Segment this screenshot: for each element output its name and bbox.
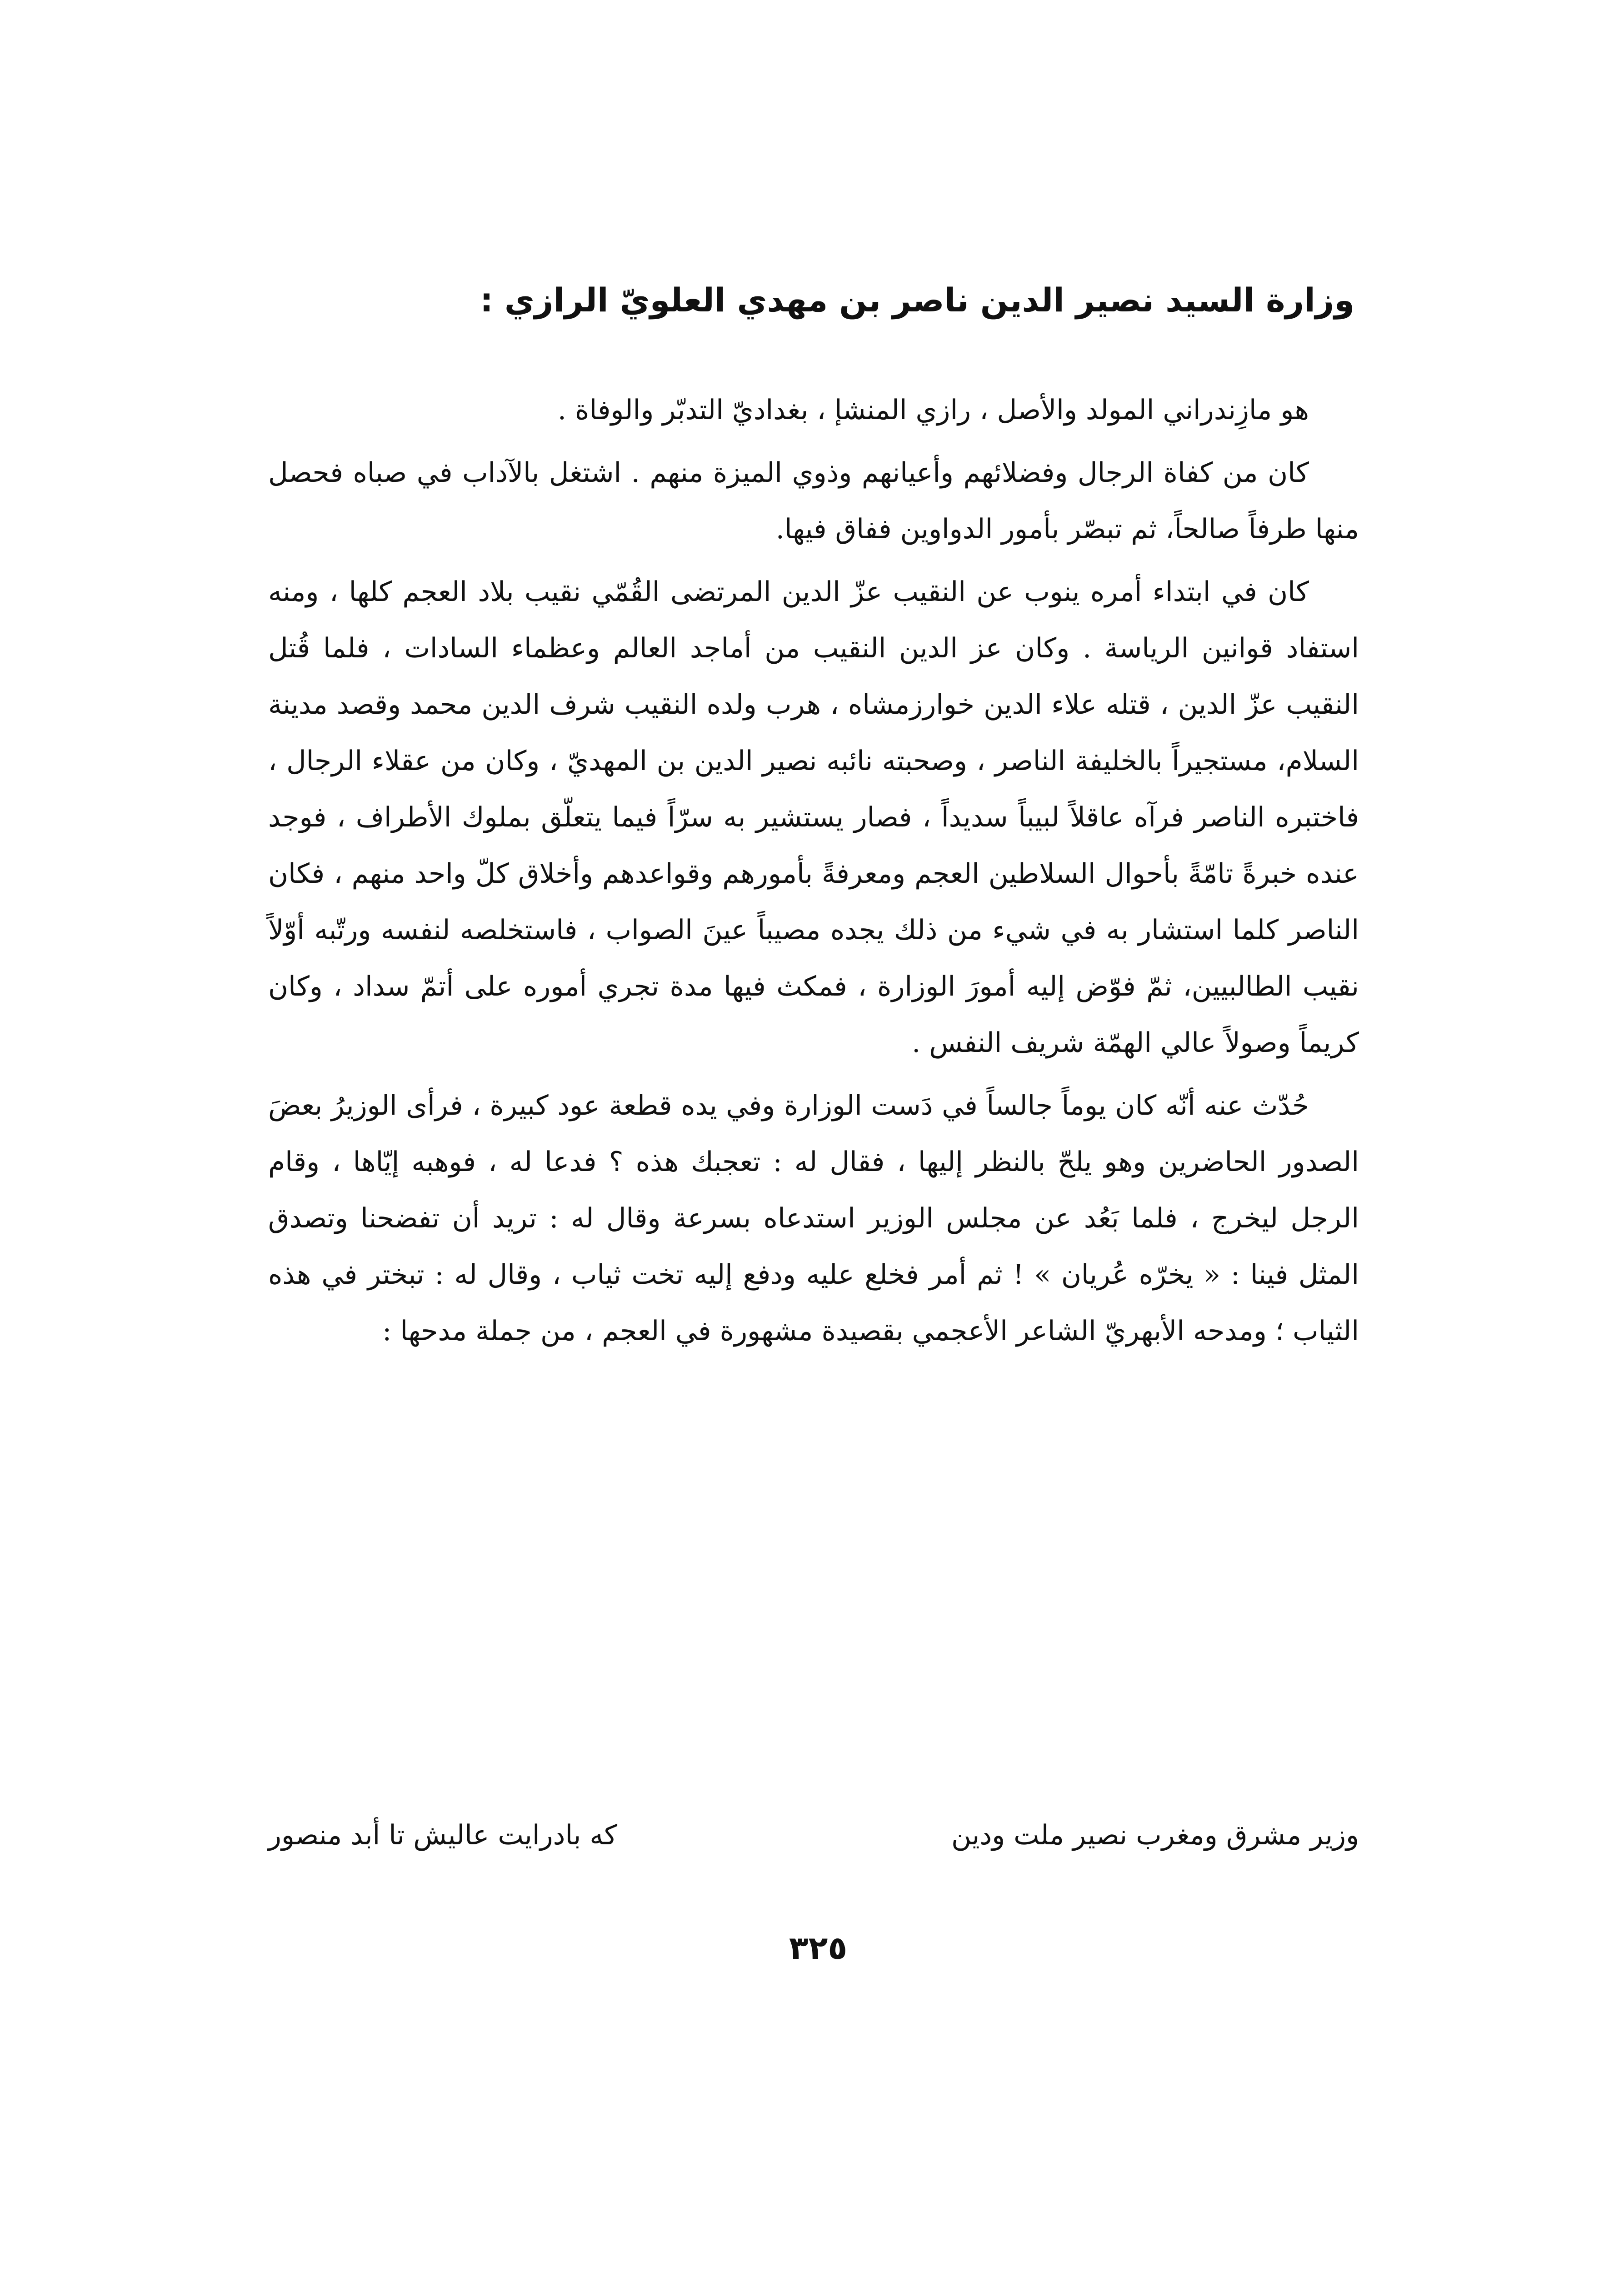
page-number: ٣٢٥ [789,1929,848,1967]
paragraph: كان في ابتداء أمره ينوب عن النقيب عزّ الدين المرتضى القُمّي نقيب بلاد العجم كلها ، ومنه استفاد قوانين الرياسة . وكان عز الدين النقيب من أماجد العالم وعظماء السادات ، فلما قُتل النقيب عزّ الدين ، قتله علاء الدين خوارزمشاه ، هرب ولده النقيب شرف الدين محمد وقصد مدينة السلام، مستجيراً بالخليفة الناصر ، وصحبته نائبه نصير الدين بن المهديّ ، وكان من عقلاء الرجال ، فاختبره الناصر فرآه عاقلاً لبيباً سديداً ، فصار يستشير به سرّاً فيما يتعلّق بملوك الأطراف ، فوجد عنده خبرةً تامّةً بأحوال السلاطين العجم ومعرفةً بأمورهم وقواعدهم وأخلاق كلّ واحد منهم ، فكان الناصر كلما استشار به في شيء من ذلك يجده مصيباً عينَ الصواب ، فاستخلصه لنفسه ورتّبه أوّلاً نقيب الطالبيين، ثمّ فوّض إليه أمورَ الوزارة ، فمكث فيها مدة تجري أموره على أتمّ سداد ، وكان كريماً وصولاً عالي الهمّة شريف النفس . [268,576,1359,1059]
section-heading: وزارة السيد نصير الدين ناصر بن مهدي العلويّ الرازي : [480,281,1354,319]
body-text [268,382,1359,1366]
verse-first-hemistich: وزير مشرق ومغرب نصير ملت ودين [951,1819,1359,1851]
paragraph: حُدّث عنه أنّه كان يوماً جالساً في دَست الوزارة وفي يده قطعة عود كبيرة ، فرأى الوزيرُ بعضَ الصدور الحاضرين وهو يلحّ بالنظر إليها ، فقال له : تعجبك هذه ؟ فدعا له ، فوهبه إيّاها ، وقام الرجل ليخرج ، فلما بَعُد عن مجلس الوزير استدعاه بسرعة وقال له : تريد أن تفضحنا وتصدق المثل فينا : « يخرّه عُريان » ! ثم أمر فخلع عليه ودفع إليه تخت ثياب ، وقال له : تبختر في هذه الثياب ؛ ومدحه الأبهريّ الشاعر الأعجمي بقصيدة مشهورة في العجم ، من جملة مدحها : [268,1090,1359,1347]
poem-verse [268,1807,1359,1863]
verse-second-hemistich: كه بادرايت عاليش تا أبد منصور [268,1819,618,1851]
paragraph: كان من كفاة الرجال وفضلائهم وأعيانهم وذوي الميزة منهم . اشتغل بالآداب في صباه فحصل منها طرفاً صالحاً، ثم تبصّر بأمور الدواوين ففاق فيها. [268,457,1359,545]
paragraph: هو مازِندراني المولد والأصل ، رازي المنشإ ، بغداديّ التدبّر والوفاة . [557,394,1309,426]
